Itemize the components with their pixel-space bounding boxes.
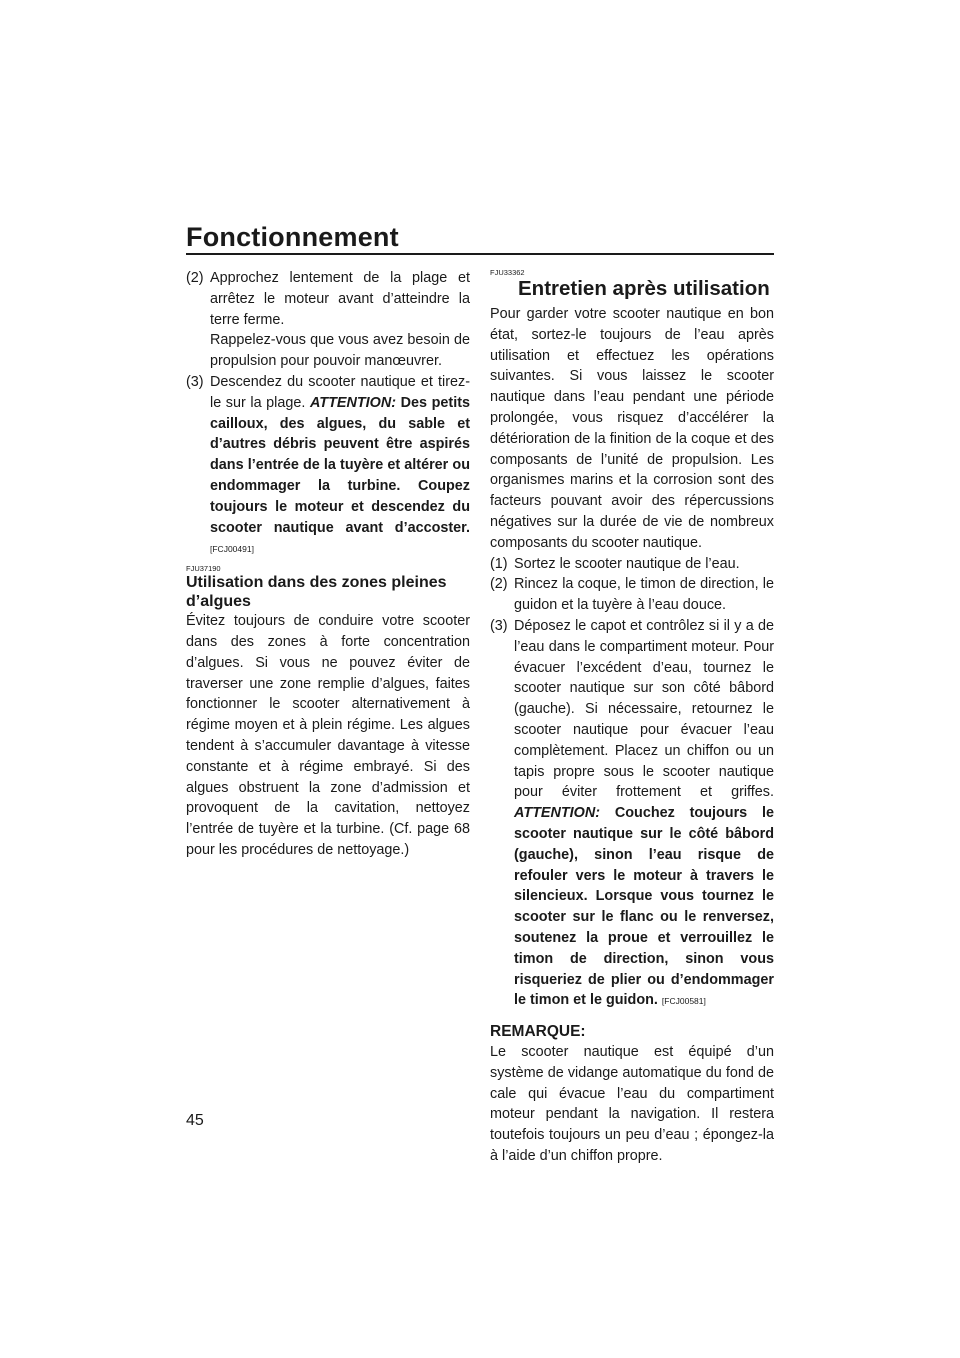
attention-text: Couchez toujours le scooter nautique sur le côté bâbord (gauche), sinon l’eau risque de refouler vers le moteur à travers le silencieux. Lorsque vous tournez le scooter sur le flanc ou le renversez, soutenez la proue et verrouillez le timon de direction, sinon vous risqueriez de plier ou d’endommager le timon et le guidon. [514, 805, 774, 1009]
list-text: Approchez lentement de la plage et arrêtez le moteur avant d’atteindre la terre ferme. [210, 270, 470, 328]
list-text: Descendez du scooter nautique et tirez-le sur la plage. [210, 373, 470, 411]
list-number: (2) [186, 270, 204, 286]
section-heading: Utilisation dans des zones pleines d’algues [186, 574, 447, 611]
list-item [490, 554, 774, 575]
list-item [490, 574, 774, 616]
section-code: FJU33362 [490, 268, 525, 277]
section-code: FJU37190 [186, 564, 221, 574]
reference-code: [FCJ00581] [661, 996, 706, 1007]
list-number: (1) [490, 555, 508, 572]
list-number: (3) [490, 617, 508, 634]
page-number: 45 [186, 1112, 204, 1129]
page-title: Fonctionnement [186, 222, 399, 252]
note-label: REMARQUE: [490, 1023, 586, 1041]
list-text: Déposez le capot et contrôlez si il y a de l’eau dans le compartiment moteur. Pour évacuer l’excédent d’eau, tournez le scooter nautique sur son côté bâbord (gauche). Si nécessaire, retournez le scooter nautique pour évacuer l’eau complètement. Placez un chiffon ou un tapis propre sous le scooter nautique pour éviter frottement et griffes. [514, 617, 774, 801]
list-text: Rincez la coque, le timon de direction, le guidon et la tuyère à l’eau douce. [514, 576, 774, 614]
note-text: Le scooter nautique est équipé d’un système de vidange automatique du fond de cale qui évacue l’eau du compartiment moteur pendant la navigation. Il restera toutefois toujours un peu d’eau ; épongez-la à l’aide d’un chiffon propre. [490, 1044, 774, 1165]
reference-code: [FCJ00491] [210, 544, 254, 555]
attention-label: ATTENTION: [514, 805, 601, 822]
list-number: (2) [490, 576, 508, 593]
intro-text: Pour garder votre scooter nautique en bon état, sortez-le toujours de l’eau après utilisation et effectuez les opérations suivantes. Si vous laissez le scooter nautique dans l’eau pendant une période prolongée, vous risquez d’accélérer la détérioration de la finition de la coque et des composants de l’unité de propulsion. Les organismes marins et la corrosion sont des facteurs pouvant avoir des répercussions négatives sur la durée de vie de nombreux composants du scooter nautique. [490, 306, 774, 551]
list-text: Sortez le scooter nautique de l’eau. [514, 555, 740, 572]
section-heading: Entretien après utilisation [518, 277, 770, 300]
attention-text: Des petits cailloux, des algues, du sable et d’autres débris peuvent être aspirés dans l’entrée de la tuyère et altérer ou endommager la turbine. Coupez toujours le moteur et descendez du scooter nautique avant d’accoster. [210, 394, 470, 536]
list-text: Rappelez-vous que vous avez besoin de propulsion pour pouvoir manœuvrer. [210, 332, 470, 370]
section-text: Évitez toujours de conduire votre scooter dans des zones à forte concentration d’algues. Si vous ne pouvez éviter de traverser une zone remplie d’algues, faites fonctionner le scooter alternativement à régime moyen et à plein régime. Les algues tendent à s’accumuler davantage à vitesse constante et à régime embrayé. Si des algues obstruent la zone d’admission et provoquent de la cavitation, nettoyez l’entrée de tuyère et la turbine. (Cf. page 68 pour les procédures de nettoyage.) [186, 613, 470, 858]
list-number: (3) [186, 373, 204, 390]
attention-label: ATTENTION: [309, 394, 397, 411]
header-rule [186, 253, 774, 255]
list-item [186, 372, 470, 560]
left-column [186, 268, 470, 861]
right-column [490, 268, 774, 1167]
list-item [186, 268, 470, 372]
list-item [490, 616, 774, 1012]
